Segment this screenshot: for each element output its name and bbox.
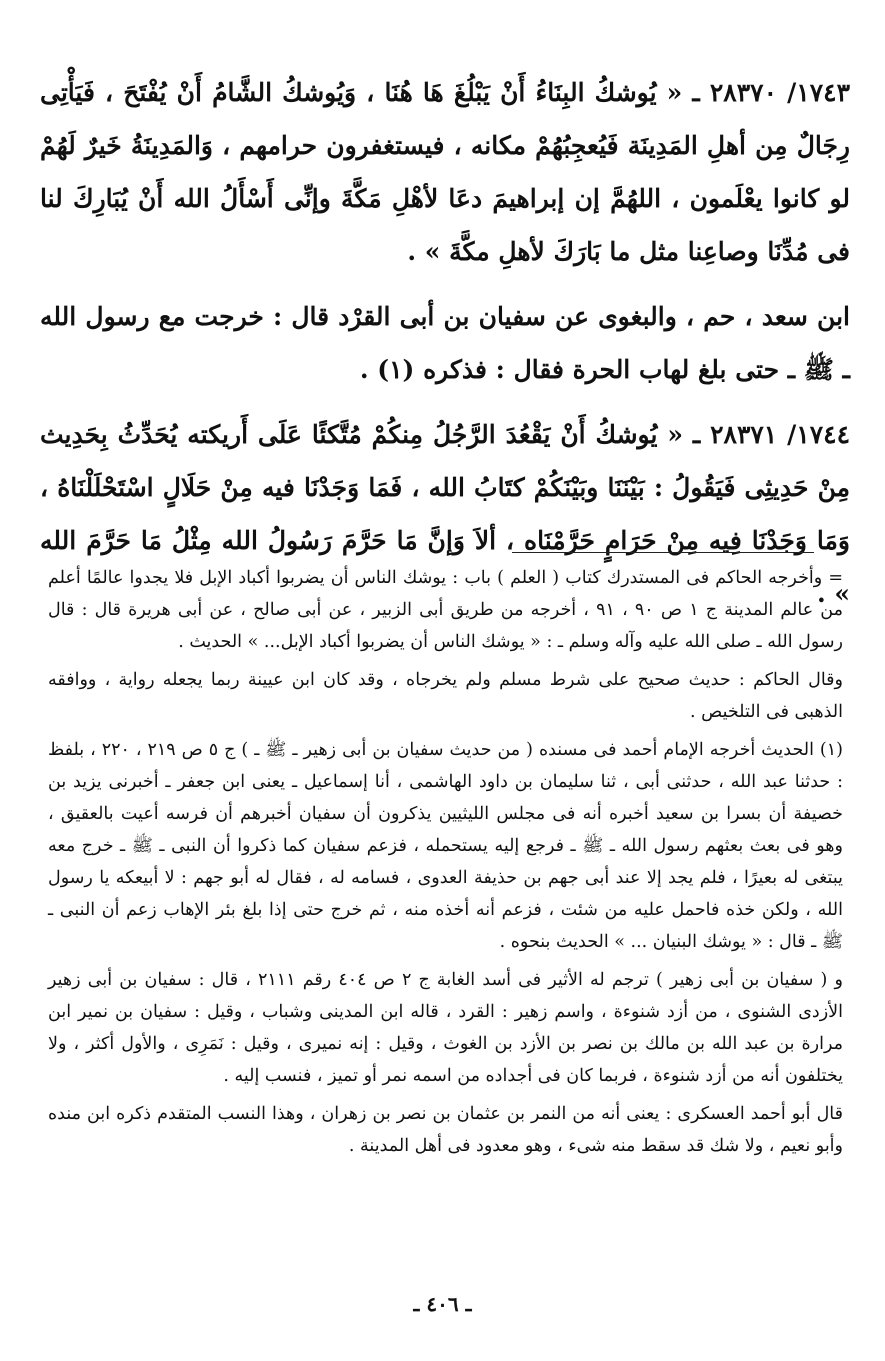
footnote-1: (١) الحديث أخرجه الإمام أحمد فى مسنده ( من حديث سفيان بن أبى زهير ـ ﷺ ـ ) ج ٥ ص ٢١٩ ، ٢٢٠ ، بلفظ : حدثنا عبد الله ، حدثنى أبى ، ثنا سليمان بن داود الهاشمى ، أنا إسماعيل ـ يعنى ابن جعفر ـ أخبرنى يزيد بن خصيفة أن بسرا بن سعيد أخبره أنه فى مجلس الليثيين يذكرون أن سفيان أخبرهم أن فرسه أعيت بالعقيق ، وهو فى بعث بعثهم رسول الله ـ ﷺ ـ فرجع إليه يستحمله ، فزعم سفيان كما ذكروا أن النبى ـ ﷺ ـ خرج معه يبتغى له بعيرًا ، فلم يجد إلا عند أبى جهم بن حذيفة العدوى ، فسامه له ، فقال له أبو جهم : لا أبيعكه يا رسول الله ، ولكن خذه فاحمل عليه من شئت ، فزعم أنه أخذه منه ، ثم خرج حتى إذا بلغ بئر الإهاب زعم أن النبى ـ ﷺ ـ قال : « يوشك البنيان ... » الحديث بنحوه . <box>48 740 843 952</box>
main-text <box>40 66 850 620</box>
footnote-continuation: = وأخرجه الحاكم فى المستدرك كتاب ( العلم ) باب : يوشك الناس أن يضربوا أكباد الإبل فلا يجدوا عالمًا أعلم من عالم المدينة ج ١ ص ٩٠ ، ٩١ ، أخرجه من طريق أبى الزبير ، عن أبى صالح ، عن أبى هريرة قال : قال رسول الله ـ صلى الله عليه وآله وسلم ـ : « يوشك الناس أن يضربوا أكباد الإبل... » الحديث . <box>48 568 843 652</box>
footnote-narrator-bio: و ( سفيان بن أبى زهير ) ترجم له الأثير فى أسد الغابة ج ٢ ص ٤٠٤ رقم ٢١١١ ، قال : سفيان بن أبى زهير الأزدى الشنوى ، من أزد شنوءة ، واسم زهير : القرد ، قاله ابن المدينى وشباب ، وقيل : سفيان بن نمير ابن مرارة بن عبد الله بن مالك بن نصر بن الأزد بن الغوث ، وقيل : إنه نميرى ، وقيل : نَمَرِى ، والأول أكثر ، ولا يختلفون أنه من أزد شنوءة ، فربما كان فى أجداده من اسمه نمر أو تميز ، فنسب إليه . <box>48 970 843 1086</box>
footnote-divider <box>512 552 814 553</box>
footnote-askari-note: قال أبو أحمد العسكرى : يعنى أنه من النمر بن عثمان بن نصر بن زهران ، وهذا النسب المتقدم ذكره ابن منده وأبو نعيم ، ولا شك قد سقط منه شىء ، وهو معدود فى أهل المدينة . <box>48 1104 843 1156</box>
footnotes <box>48 562 843 1168</box>
hadith-1743-source: ابن سعد ، حم ، والبغوى عن سفيان بن أبى القرْد قال : خرجت مع رسول الله ـ ﷺ ـ حتى بلغ لهاب الحرة فقال : فذكره (١) . <box>40 302 850 384</box>
page-number: ـ ٤٠٦ ـ <box>413 1292 472 1316</box>
hadith-1744: ١٧٤٤/ ٢٨٣٧١ ـ « يُوشكُ أَنْ يَقْعُدَ الرَّجُلُ مِنكُمْ مُتَّكئًا عَلَى أَريكته يُحَدِّثُ بِحَدِيث مِنْ حَدِيثِى فَيَقُولُ : بَيْنَنَا وبَيْنَكُمْ كتَابُ الله ، فَمَا وَجَدْنَا فيه مِنْ حَلَالٍ اسْتَحْلَلْنَاهُ ، وَمَا وَجَدْنَا فِيه مِنْ حَرَامٍ حَرَّمْنَاه ، ألاَ وَإنَّ مَا حَرَّمَ رَسُولُ الله مِثْلُ مَا حَرَّمَ الله » . <box>40 420 850 608</box>
hadith-1743: ١٧٤٣/ ٢٨٣٧٠ ـ « يُوشكُ البِنَاءُ أَنْ يَبْلُغَ هَا هُنَا ، وَيُوشكُ الشَّامُ أَنْ يُفْتَحَ ، فَيَأْتِى رِجَالٌ مِن أهلِ المَدِينَة فَيُعجِبُهُمْ مكانه ، فيستغفرون حرامهم ، وَالمَدِينَةُ خَيرٌ لَهُمْ لو كانوا يعْلَمون ، اللهُمَّ إن إبراهيمَ دعَا لأهْلِ مَكَّةَ وإنِّى أَسْأَلُ الله أَنْ يُبَارِكَ لنا فى مُدِّنَا وصاعِنا مثل ما بَارَكَ لأهلِ مكَّةَ » . <box>40 78 850 266</box>
footnote-hakim-comment: وقال الحاكم : حديث صحيح على شرط مسلم ولم يخرجاه ، وقد كان ابن عيينة ربما يجعله رواية ، ووافقه الذهبى فى التلخيص . <box>48 670 843 722</box>
